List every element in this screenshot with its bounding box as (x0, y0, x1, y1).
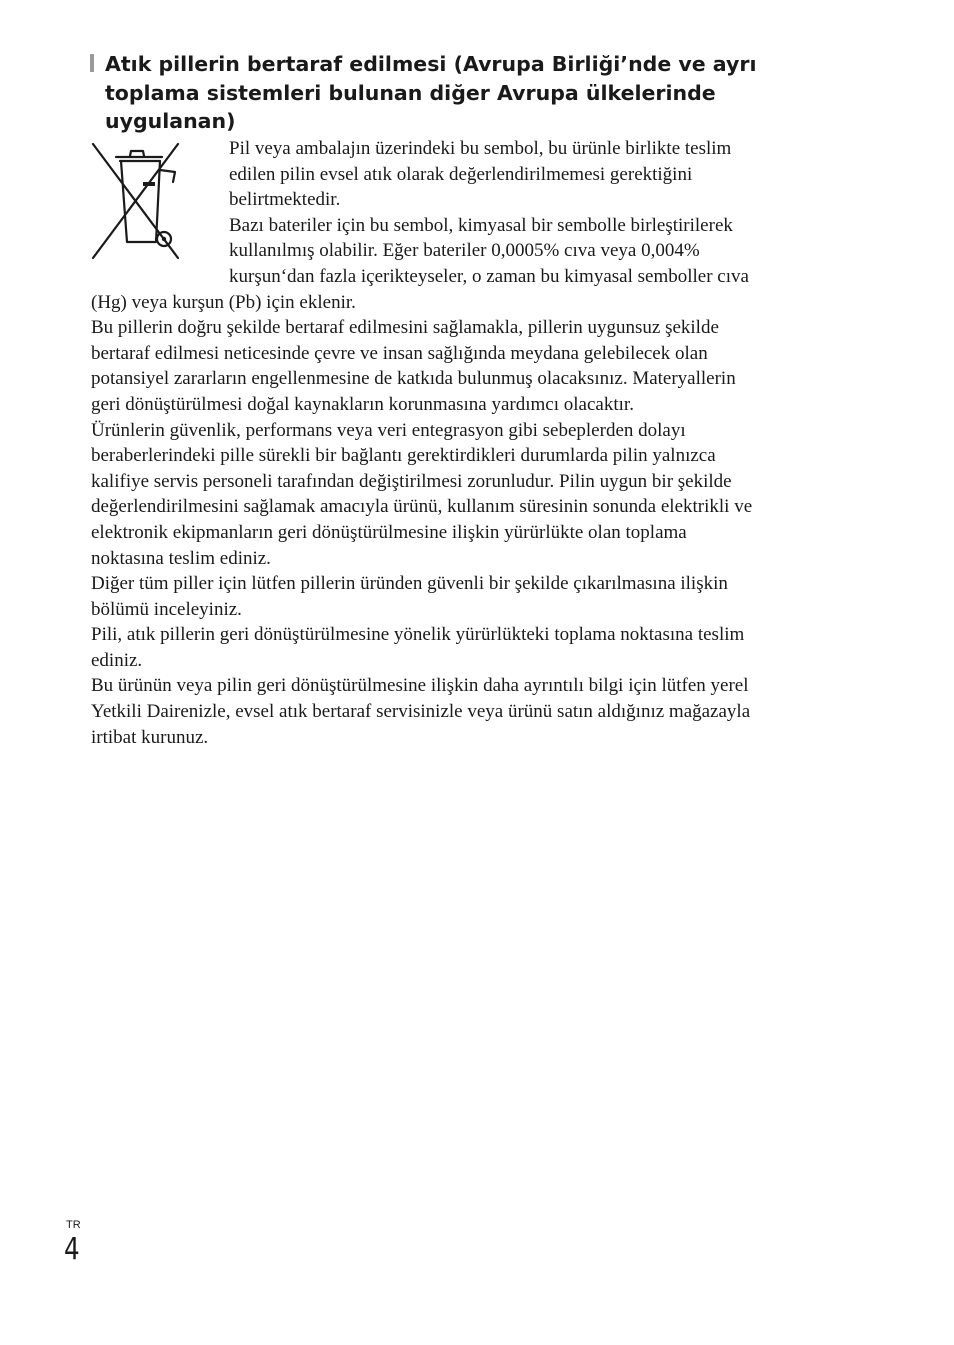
heading-line: Atık pillerin bertaraf edilmesi (Avrupa Birliği’nde ve ayrı (105, 52, 757, 76)
heading-line: uygulanan) (105, 109, 236, 133)
paragraph-line: Yetkili Dairenizle, evsel atık bertaraf servisinizle veya ürünü satın aldığınız mağazayla (91, 701, 751, 723)
paragraph-line: geri dönüştürülmesi doğal kaynakların korunmasına yardımcı olacaktır. (91, 393, 634, 415)
symbol-explanation-line: Bazı bateriler için bu sembol, kimyasal bir sembolle birleştirilerek (229, 214, 733, 236)
paragraph-line: (Hg) veya kurşun (Pb) için eklenir. (91, 291, 356, 313)
heading-marker (90, 54, 94, 72)
symbol-explanation-line: kurşun‘dan fazla içerikteyseler, o zaman bu kimyasal semboller cıva (229, 265, 749, 287)
paragraph-line: Bu ürünün veya pilin geri dönüştürülmesine ilişkin daha ayrıntılı bilgi için lütfen yerel (91, 675, 749, 697)
symbol-explanation-line: kullanılmış olabilir. Eğer bateriler 0,0005% cıva veya 0,004% (229, 240, 700, 262)
paragraph-line: kalifiye servis personeli tarafından değiştirilmesi zorunludur. Pilin uygun bir şekilde (91, 470, 732, 492)
body-text (91, 136, 851, 750)
paragraph-line: noktasına teslim ediniz. (91, 547, 271, 569)
paragraph-line: bertaraf edilmesi neticesinde çevre ve insan sağlığında meydana gelebilecek olan (91, 342, 708, 364)
paragraph-line: ediniz. (91, 649, 143, 671)
paragraph-line: Ürünlerin güvenlik, performans veya veri entegrasyon gibi sebeplerden dolayı (91, 419, 686, 441)
paragraph-line: Pili, atık pillerin geri dönüştürülmesine yönelik yürürlükteki toplama noktasına teslim (91, 624, 745, 646)
symbol-explanation-line: belirtmektedir. (229, 189, 341, 211)
heading-line: toplama sistemleri bulunan diğer Avrupa ülkelerinde (105, 80, 716, 105)
paragraph-line: potansiyel zararların engellenmesine de katkıda bulunmuş olacaksınız. Materyallerin (91, 368, 736, 390)
language-code: TR (66, 1219, 81, 1231)
symbol-explanation-line: Pil veya ambalajın üzerindeki bu sembol, bu ürünle birlikte teslim (229, 138, 732, 159)
paragraph-line: elektronik ekipmanların geri dönüştürülmesine ilişkin yürürlükte olan toplama (91, 521, 687, 543)
symbol-explanation-line: edilen pilin evsel atık olarak değerlendirilmemesi gerektiğini (229, 163, 693, 185)
paragraph-line: bölümü inceleyiniz. (91, 598, 242, 620)
paragraph-line: Bu pillerin doğru şekilde bertaraf edilmesini sağlamakla, pillerin uygunsuz şekilde (91, 317, 719, 339)
paragraph-line: beraberlerindeki pille sürekli bir bağlantı gerektirdikleri durumlarda pilin yalnızca (91, 445, 716, 467)
paragraph-line: irtibat kurunuz. (91, 726, 209, 748)
page-number: 4 (64, 1232, 80, 1267)
section-heading (90, 50, 810, 136)
paragraph-line: değerlendirilmesini sağlamak amacıyla ürünü, kullanım süresinin sonunda elektrikli ve (91, 496, 753, 518)
paragraph-line: Diğer tüm piller için lütfen pillerin üründen güvenli bir şekilde çıkarılmasına ilişkin (91, 573, 728, 595)
